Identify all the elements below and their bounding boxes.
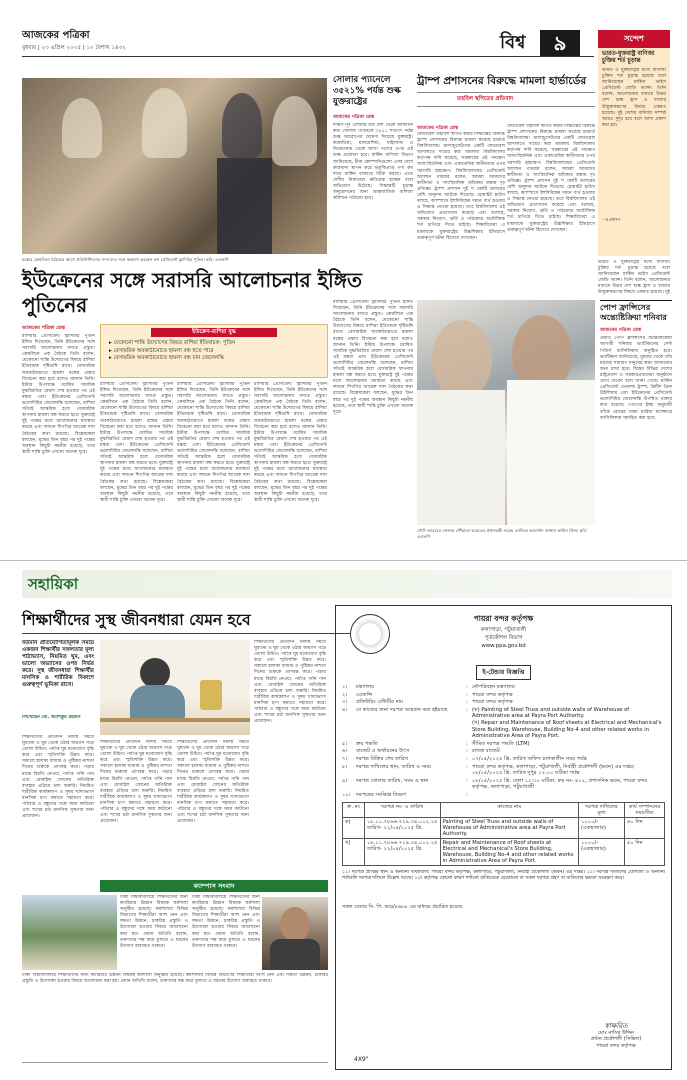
campus-title: ক্যাম্পাস সংবাদ xyxy=(100,880,328,892)
tender-field-value: ০৭/০৫/২০২৫ খ্রি. তারিখ অফিস চলাকালীন সময় পর্যন্ত xyxy=(472,755,587,762)
sohayika-body-col3: শিক্ষার্থীদের প্রতিদিন নির্দিষ্ট সময়ে ঘুমানো ও ঘুম থেকে ওঠার অভ্যাস গড়ে তোলা উচিত। পর্যাপ্ত ঘুম মনোযোগ বৃদ্ধি করে এবং স্মৃতিশক্তি উন্নত করে। সকালে হালকা ব্যায়াম ও পুষ্টিকর নাশতা দিনের শুরুকে প্রাণবন্ত করে। পড়ার মাঝে বিরতি নেওয়া, পর্যাপ্ত পানি পান এবং মোবাইল ফোনের অতিরিক্ত ব্যবহার এড়িয়ে চলা জরুরি। নিয়মিত শারীরিক কার্যকলাপ ও সুষম খাদ্যাভ্যাস মানসিক চাপ কমাতে সহায়তা করে। পরিবার ও বন্ধুদের সঙ্গে সময় কাটানো এবং শখের চর্চা মানসিক সুস্থতার জন্য প্রয়োজন। xyxy=(177,740,249,825)
modi-photo xyxy=(417,300,595,525)
masthead: আজকের পত্রিকা xyxy=(22,30,90,41)
tender-field-key: প্রকিউরিং এন্টিটির নাম xyxy=(356,699,404,706)
tender-field-colon: : xyxy=(466,791,468,798)
signer-title: প্রধান প্রকৌশলী (সিভিল) xyxy=(590,1036,642,1043)
tender-field-row xyxy=(342,684,665,691)
sondesh-continued: ভারত ও যুক্তরাষ্ট্রের মধ্যে বাণিজ্য চুক্তির শর্ত চূড়ান্ত হয়েছে বলে জানিয়েছেন মার্কিন ভাইস প্রেসিডেন্ট জেডি ভ্যান্স। তিনি বলেন, আলোচনার মাধ্যমে উভয় দেশ শুল্ক হ্রাস ও বাজার উন্মুক্তকরণের বিষয়ে একমত হয়েছে। দুই xyxy=(598,260,670,296)
putin-body-col5: রাশিয়ার প্রেসিডেন্ট ভ্লাদিমির পুতিন ইঙ্গিত দিয়েছেন, তিনি ইউক্রেনের সঙ্গে সরাসরি আলোচনায় বসতে প্রস্তুত। ক্রেমলিনে এক বৈঠকে তিনি বলেন, যেকোনো শান্তি উদ্যোগের বিষয়ে রাশিয়া ইতিবাচক দৃষ্টিভঙ্গি রাখে। বেসামরিক অবকাঠামোতে হামলা বন্ধের প্রস্তাব বিবেচনা করা হবে বলেও জানান তিনি। ইস্টার উপলক্ষে ঘোষিত সাময়িক যুদ্ধবিরতির মেয়াদ শেষ হওয়ার পর এই মন্তব্য এল। ইউক্রেনের প্রেসিডেন্ট ভলোদিমির জেলেনস্কি বলেছেন, রাশিয়া সত্যিই আন্তরিক হলে বেসামরিক স্থাপনায় হামলা বন্ধ করতে হবে। যুক্তরাষ্ট্র দুই পক্ষের মধ্যে আলোচনার মধ্যস্থতা করছে এবং লন্ডনে শিগগির আরেক দফা বৈঠকের কথা রয়েছে। বিশ্লেষকেরা বলছেন, যুদ্ধের তিন বছর পর দুই পক্ষের অবস্থান কিছুটা নমনীয় হয়েছে, তবে স্থায়ী শান্তি চুক্তি এখনো অনেক দূরে। xyxy=(333,300,413,415)
tender-field-key: ক্রয় পদ্ধতি xyxy=(356,740,378,747)
tender-field-row xyxy=(342,692,665,699)
tender-field-value: পায়রা বন্দর কর্তৃপক্ষ, কলাপাড়া, পটুয়াখালী, নির্বাহী প্রকৌশলী (ভবন) এর দপ্তর; ০৮/০৫/২০২৫ খ্রি. তারিখ দুপুর ১২:০০ ঘটিকা পর্যন্ত xyxy=(472,763,635,777)
campus-portrait xyxy=(262,897,328,970)
section-title: বিশ্ব xyxy=(500,32,526,53)
harvard-body-col2: ফেডারেল তহবিল স্থগিত করার সিদ্ধান্তের বিরুদ্ধে ট্রাম্প প্রশাসনের বিরুদ্ধে মামলা করেছে হার্ভার্ড বিশ্ববিদ্যালয়। ম্যাসাচুসেটসের একটি ফেডারেল আদালতে দায়ের করা মামলায় বিশ্ববিদ্যালয় কর্তৃপক্ষ দাবি করেছে, সরকারের এই পদক্ষেপ অসাংবিধানিক এবং একাডেমিক স্বাধীনতার ওপর সরাসরি হস্তক্ষেপ। বিশ্ববিদ্যালয়ের প্রেসিডেন্ট অ্যালান গারবার বলেন, আমরা আমাদের স্বাধীনতা ও সাংবিধানিক অধিকার রক্ষায় দৃঢ় প্রতিজ্ঞ। ট্রাম্প প্রশাসন দুই শ কোটি ডলারের বেশি অনুদান আটকে দিয়েছে। হোয়াইট হাউস বলছে, ক্যাম্পাসে ইহুদিবিদ্বেষ দমনে ব্যর্থ হওয়ায় এ সিদ্ধান্ত নেওয়া হয়েছে। তবে বিশ্ববিদ্যালয় এই অভিযোগ প্রত্যাখ্যান করেছে এবং বলেছে, সরকার নিয়োগ, ভর্তি ও পাঠ্যক্রমে অযৌক্তিক শর্ত চাপিয়ে দিতে চাইছে। শিক্ষাবিদেরা এ মামলাকে যুক্তরাষ্ট্রের উচ্চশিক্ষার ইতিহাসে গুরুত্বপূর্ণ ঘটনা হিসেবে দেখছেন। xyxy=(507,124,595,233)
harvard-body-col1: ফেডারেল তহবিল স্থগিত করার সিদ্ধান্তের বিরুদ্ধে ট্রাম্প প্রশাসনের বিরুদ্ধে মামলা করেছে হার্ভার্ড বিশ্ববিদ্যালয়। ম্যাসাচুসেটসের একটি ফেডারেল আদালতে দায়ের করা মামলায় বিশ্ববিদ্যালয় কর্তৃপক্ষ দাবি করেছে, সরকারের এই পদক্ষেপ অসাংবিধানিক এবং একাডেমিক স্বাধীনতার ওপর সরাসরি হস্তক্ষেপ। বিশ্ববিদ্যালয়ের প্রেসিডেন্ট অ্যালান গারবার বলেন, আমরা আমাদের স্বাধীনতা ও সাংবিধানিক অধিকার রক্ষায় দৃঢ় প্রতিজ্ঞ। ট্রাম্প প্রশাসন দুই শ কোটি ডলারের বেশি অনুদান আটকে দিয়েছে। হোয়াইট হাউস বলছে, ক্যাম্পাসে ইহুদিবিদ্বেষ দমনে ব্যর্থ হওয়ায় এ সিদ্ধান্ত নেওয়া হয়েছে। তবে বিশ্ববিদ্যালয় এই অভিযোগ প্রত্যাখ্যান করেছে এবং বলেছে, সরকার নিয়োগ, ভর্তি ও পাঠ্যক্রমে অযৌক্তিক শর্ত চাপিয়ে দিতে চাইছে। শিক্ষাবিদেরা এ মামলাকে যুক্তরাষ্ট্রের উচ্চশিক্ষার ইতিহাসে গুরুত্বপূর্ণ ঘটনা হিসেবে দেখছেন। xyxy=(417,132,505,241)
tender-field-colon: : xyxy=(466,684,468,690)
sondesh-title: সন্দেশ xyxy=(598,30,670,48)
tender-field-row xyxy=(342,778,665,791)
sohayika-title: সহায়িকা xyxy=(28,575,79,593)
tender-footer-notes: ১১। দরপত্র প্রাপ্তির স্থান ও অন্যান্য তথ্যাবলি: পায়রা বন্দর কর্তৃপক্ষ, কলাপাড়া, পটুয়াখালী, নির্বাহী প্রকৌশলী (ভবন) এর দপ্তর। ১২। দরপত্র দাতাদের যোগ্যতা ও অন্যান্য শর্তাবলি দরপত্র দলিলে উল্লেখ আছে। ১৩। কর্তৃপক্ষ কোনো কারণ দর্শানো ব্যতিরেকে যেকোনো বা সকল দরপত্র গ্রহণ বা বাতিলের ক্ষমতা সংরক্ষণ করে। xyxy=(342,869,665,881)
tender-field-value xyxy=(472,792,665,799)
table-row: খ) ১৮.১১.৭৮৬৬.৭২৯.৩৪.০০২.২৫ তারিখ- ২২/০৪/২০২৫ খ্রি. Repair and Maintenance of Roof sheets at Electrical and Mechanical's Store Building, Warehouse, Building No-4 and other related works in Administrative Area of Payra Port. ১০০০/- (একহাজার) ৫০ দিন xyxy=(343,838,665,865)
tender-field-number: ৯। xyxy=(342,777,348,784)
tender-field-number: ২। xyxy=(342,691,348,698)
tender-field-row xyxy=(342,748,665,755)
tender-field-key: মন্ত্রণালয় xyxy=(356,684,375,690)
tender-field-colon: : xyxy=(466,763,468,770)
page-number: ৯ xyxy=(540,30,580,56)
putin-desk: আজকের পত্রিকা ডেস্ক xyxy=(22,326,65,331)
th-sl: ক্র. নং xyxy=(343,802,365,817)
putin-photo-caption: মস্কোর ক্রেমলিনে বৈঠকের আগে প্রতিনিধিদলের সদস্যদের সঙ্গে করমর্দন করছেন রুশ প্রেসিডেন্ট ভ্লাদিমির পুতিন। ছবি: এএফপি xyxy=(22,257,229,262)
tender-field-value: নৌপরিবহন মন্ত্রণালয় xyxy=(472,684,515,690)
putin-headline: ইউক্রেনের সঙ্গে সরাসরি আলোচনার ইঙ্গিত পুতিনের xyxy=(22,268,363,317)
putin-box-title: ইউক্রেন-রাশিয়া যুদ্ধ xyxy=(151,328,277,337)
tender-field-value: ০৮/০৫/২০২৫ খ্রি. বেলা ১২:৩০ ঘটিকা, রুম নং- ৪১২, প্রশাসনিক ভবন, পায়রা বন্দর কর্তৃপক্ষ, কলাপাড়া, পটুয়াখালী xyxy=(472,777,648,791)
tender-field-key: যে কাজের জন্য দরপত্র আহবান করা হইয়াছে xyxy=(356,706,448,713)
sohayika-author: লিখেছেন মো. আশিকুর রহমান xyxy=(22,715,81,720)
tender-org: পায়রা বন্দর কর্তৃপক্ষ xyxy=(473,614,534,623)
solar-story xyxy=(333,75,413,273)
signer-org: পায়রা বন্দর কর্তৃপক্ষ xyxy=(596,1042,636,1049)
sondesh-credit: - এএফপি xyxy=(602,218,620,223)
putin-box-list xyxy=(101,340,327,363)
tender-field-row xyxy=(342,756,665,763)
putin-photo xyxy=(22,78,327,254)
campus-photo xyxy=(22,895,117,970)
th-no: দরপত্র নং- ও তারিখ xyxy=(365,802,441,817)
signer-name: মোঃ নাসির উদ্দিন xyxy=(597,1029,635,1036)
tender-field-number: ৩। xyxy=(342,699,348,706)
putin-box-item: ▸ যেকোনো শান্তি উদ্যোগের বিষয়ে রাশিয়া ইতিবাচক: পুতিন xyxy=(109,340,236,346)
campus-body-full: ঢাকা বিশ্ববিদ্যালয়ে শিক্ষার্থীদের জন্য ক্যারিয়ার উন্নয়ন বিষয়ক কর্মশালা অনুষ্ঠিত হয়েছে। কর্মশালায় বিভিন্ন বিভাগের শিক্ষার্থীরা অংশ নেন এবং দক্ষতা উন্নয়ন, চাকরির প্রস্তুতি ও উদ্যোক্তা হওয়ার বিষয়ে আলোচনা করা হয়। প্রধান অতিথি বলেন, তরুণদের দক্ষ করে তুলতে এ ধরনের উদ্যোগ অব্যাহত থাকবে। xyxy=(22,973,328,985)
tender-field-key: দরপত্র দাখিলের স্থান, তারিখ ও সময় xyxy=(356,763,432,770)
tender-field-row xyxy=(342,741,665,748)
tender-field-number: ১। xyxy=(342,684,348,690)
th-price: দরপত্র দাখিলের মূল্য xyxy=(579,802,625,817)
th-time: কার্য সম্পাদনের সময়সীমা xyxy=(625,802,665,817)
putin-info-box xyxy=(100,324,328,378)
solar-desk: আজকের পত্রিকা ডেস্ক xyxy=(333,115,375,120)
ppa-seal-icon xyxy=(350,614,390,654)
ad-size: 4X9" xyxy=(354,1056,369,1063)
tender-table-header xyxy=(343,802,665,817)
pope-story xyxy=(600,300,672,546)
putin-body-col1: রাশিয়ার প্রেসিডেন্ট ভ্লাদিমির পুতিন ইঙ্গিত দিয়েছেন, তিনি ইউক্রেনের সঙ্গে সরাসরি আলোচনায় বসতে প্রস্তুত। ক্রেমলিনে এক বৈঠকে তিনি বলেন, যেকোনো শান্তি উদ্যোগের বিষয়ে রাশিয়া ইতিবাচক দৃষ্টিভঙ্গি রাখে। বেসামরিক অবকাঠামোতে হামলা বন্ধের প্রস্তাব বিবেচনা করা হবে বলেও জানান তিনি। ইস্টার উপলক্ষে ঘোষিত সাময়িক যুদ্ধবিরতির মেয়াদ শেষ হওয়ার পর এই মন্তব্য এল। ইউক্রেনের প্রেসিডেন্ট ভলোদিমির জেলেনস্কি বলেছেন, রাশিয়া সত্যিই আন্তরিক হলে বেসামরিক স্থাপনায় হামলা বন্ধ করতে হবে। যুক্তরাষ্ট্র দুই পক্ষের মধ্যে আলোচনার মধ্যস্থতা করছে এবং লন্ডনে শিগগির আরেক দফা বৈঠকের কথা রয়েছে। বিশ্লেষকেরা বলছেন, যুদ্ধের তিন বছর পর দুই পক্ষের অবস্থান কিছুটা নমনীয় হয়েছে, তবে স্থায়ী শান্তি চুক্তি এখনো অনেক দূরে। xyxy=(22,334,95,455)
pope-headline: পোপ ফ্রান্সিসের অন্ত্যেষ্টিক্রিয়া শনিবার xyxy=(600,303,667,323)
tender-field-colon: : xyxy=(466,777,468,784)
putin-box-item: ▸ বেসামরিক অবকাঠামোতে হামলা বন্ধ চান জেলেনস্কি xyxy=(109,355,224,361)
pope-body: প্রয়াত পোপ ফ্রান্সিসের অন্ত্যেষ্টিক্রিয়া আগামী শনিবার ভ্যাটিকানের সেন্ট পিটার্স ব্যাসিলিকায় অনুষ্ঠিত হবে। ভ্যাটিকান জানিয়েছে, বুধবার থেকে তাঁর মরদেহ সাধারণ মানুষের শ্রদ্ধা জানানোর জন্য রাখা হবে। বিশ্বের বিভিন্ন দেশের রাষ্ট্রপ্রধান ও সরকারপ্রধানেরা অনুষ্ঠানে যোগ দেবেন বলে জানা গেছে। মার্কিন প্রেসিডেন্ট ডোনাল্ড ট্রাম্প, ব্রিটিশ প্রিন্স উইলিয়াম এবং ইউক্রেনের প্রেসিডেন্ট ভলোদিমির জেলেনস্কি উপস্থিত থাকার কথা রয়েছে। পোপের ইচ্ছা অনুযায়ী তাঁকে রোমের সান্তা মারিয়া মাজ্জোরে ব্যাসিলিকায় সমাহিত করা হবে। xyxy=(600,336,672,421)
tender-field-key: এজেন্সি xyxy=(356,691,373,698)
harvard-headline: ট্রাম্প প্রশাসনের বিরুদ্ধে মামলা হার্ভার্ডের xyxy=(417,75,587,87)
tender-signature-block xyxy=(571,1023,661,1049)
sohayika-headline: শিক্ষার্থীদের সুস্থ জীবনধারা যেমন হবে xyxy=(22,611,251,629)
sondesh-box xyxy=(598,30,670,256)
sohayika-body-col1: শিক্ষার্থীদের প্রতিদিন নির্দিষ্ট সময়ে ঘুমানো ও ঘুম থেকে ওঠার অভ্যাস গড়ে তোলা উচিত। পর্যাপ্ত ঘুম মনোযোগ বৃদ্ধি করে এবং স্মৃতিশক্তি উন্নত করে। সকালে হালকা ব্যায়াম ও পুষ্টিকর নাশতা দিনের শুরুকে প্রাণবন্ত করে। পড়ার মাঝে বিরতি নেওয়া, পর্যাপ্ত পানি পান এবং মোবাইল ফোনের অতিরিক্ত ব্যবহার এড়িয়ে চলা জরুরি। নিয়মিত শারীরিক কার্যকলাপ ও সুষম খাদ্যাভ্যাস মানসিক চাপ কমাতে সহায়তা করে। পরিবার ও বন্ধুদের সঙ্গে সময় কাটানো এবং শখের চর্চা মানসিক সুস্থতার জন্য প্রয়োজন। xyxy=(22,735,94,820)
tender-field-number: ৪। xyxy=(342,706,348,713)
tender-field-number: ৫। xyxy=(342,740,348,747)
tender-field-row xyxy=(342,707,665,740)
tender-field-colon: : xyxy=(466,691,468,698)
page-header xyxy=(0,0,687,70)
sohayika-band xyxy=(22,570,672,598)
tender-field-value: পায়রা বন্দর কর্তৃপক্ষ xyxy=(472,691,513,698)
tender-field-value: রাজস্ব বাজেট xyxy=(472,748,500,755)
tender-field-colon: : xyxy=(466,755,468,762)
tender-dept: পূর্তকৌশল বিভাগ xyxy=(484,635,523,641)
putin-box-item: ▸ বেসামরিক অবকাঠামোতে হামলা বন্ধ হতে পারে xyxy=(109,347,214,354)
tender-field-colon: : xyxy=(466,748,468,755)
tender-notice xyxy=(335,605,672,1070)
signature: স্বাক্ষরিত xyxy=(604,1022,628,1031)
tender-website: www.ppa.gov.bd xyxy=(481,643,526,649)
sohayika-body-col2: শিক্ষার্থীদের প্রতিদিন নির্দিষ্ট সময়ে ঘুমানো ও ঘুম থেকে ওঠার অভ্যাস গড়ে তোলা উচিত। পর্যাপ্ত ঘুম মনোযোগ বৃদ্ধি করে এবং স্মৃতিশক্তি উন্নত করে। সকালে হালকা ব্যায়াম ও পুষ্টিকর নাশতা দিনের শুরুকে প্রাণবন্ত করে। পড়ার মাঝে বিরতি নেওয়া, পর্যাপ্ত পানি পান এবং মোবাইল ফোনের অতিরিক্ত ব্যবহার এড়িয়ে চলা জরুরি। নিয়মিত শারীরিক কার্যকলাপ ও সুষম খাদ্যাভ্যাস মানসিক চাপ কমাতে সহায়তা করে। পরিবার ও বন্ধুদের সঙ্গে সময় কাটানো এবং শখের চর্চা মানসিক সুস্থতার জন্য প্রয়োজন। xyxy=(100,740,172,825)
tender-field-value: সীমিত দরপত্র পদ্ধতি (LTM) xyxy=(472,740,530,747)
tender-field-key: দরপত্র বিক্রির শেষ তারিখ xyxy=(356,755,409,762)
sohayika-intro: বর্তমান প্রতিযোগিতামূলক সময়ে একজন শিক্ষার্থীর সফলতার মূল্য পাঠাভ্যাস, নিয়মিত ঘুম, এবং ভালো অভ্যাসের ওপর নির্ভর করে। সুস্থ জীবনধারা শিক্ষার্থীর মানসিক ও শারীরিক বিকাশে গুরুত্বপূর্ণ ভূমিকা রাখে। xyxy=(22,640,94,688)
sondesh-body: ভারত ও যুক্তরাষ্ট্রের মধ্যে বাণিজ্য চুক্তির শর্ত চূড়ান্ত হয়েছে বলে জানিয়েছেন মার্কিন ভাইস প্রেসিডেন্ট জেডি ভ্যান্স। তিনি বলেন, আলোচনার মাধ্যমে উভয় দেশ শুল্ক হ্রাস ও বাজার উন্মুক্তকরণের বিষয়ে একমত হয়েছে। দুই দেশের বাণিজ্য সম্পর্ক আরও সুদৃঢ় হবে বলে আশা প্রকাশ করা হয়। xyxy=(602,68,666,128)
harvard-kicker: তহবিল স্থগিতের প্রতিবাদ xyxy=(457,96,514,102)
harvard-story xyxy=(417,75,595,107)
table-row: ক) ১৮.১১.৭৮৬৬.৭২৯.৩৪.০০২.২৫ তারিখ- ২২/০৪/২০২৫ খ্রি. Painting of Steel Truss and outside walls of Warehouse of Administrative area at Payra Port Authority. ১০০০/- (একহাজার) ৬০ দিন xyxy=(343,817,665,838)
sohayika-body-col4: শিক্ষার্থীদের প্রতিদিন নির্দিষ্ট সময়ে ঘুমানো ও ঘুম থেকে ওঠার অভ্যাস গড়ে তোলা উচিত। পর্যাপ্ত ঘুম মনোযোগ বৃদ্ধি করে এবং স্মৃতিশক্তি উন্নত করে। সকালে হালকা ব্যায়াম ও পুষ্টিকর নাশতা দিনের শুরুকে প্রাণবন্ত করে। পড়ার মাঝে বিরতি নেওয়া, পর্যাপ্ত পানি পান এবং মোবাইল ফোনের অতিরিক্ত ব্যবহার এড়িয়ে চলা জরুরি। নিয়মিত শারীরিক কার্যকলাপ ও সুষম খাদ্যাভ্যাস মানসিক চাপ কমাতে সহায়তা করে। পরিবার ও বন্ধুদের সঙ্গে সময় কাটানো এবং শখের চর্চা মানসিক সুস্থতার জন্য প্রয়োজন। xyxy=(254,640,326,725)
tender-field-key: দরপত্র খোলার তারিখ, সময় ও স্থান xyxy=(356,777,429,784)
tender-field-key: দরপত্রের সংক্ষিপ্ত বিবরণ xyxy=(356,791,407,798)
tender-field-row xyxy=(342,792,665,799)
tender-place: কলাপাড়া, পটুয়াখালী xyxy=(480,627,527,633)
tender-field-number: ৮। xyxy=(342,763,348,770)
tender-field-colon: : xyxy=(466,699,468,706)
tender-field-row xyxy=(342,764,665,777)
campus-body-col2: ঢাকা বিশ্ববিদ্যালয়ে শিক্ষার্থীদের জন্য ক্যারিয়ার উন্নয়ন বিষয়ক কর্মশালা অনুষ্ঠিত হয়েছে। কর্মশালায় বিভিন্ন বিভাগের শিক্ষার্থীরা অংশ নেন এবং দক্ষতা উন্নয়ন, চাকরির প্রস্তুতি ও উদ্যোক্তা হওয়ার বিষয়ে আলোচনা করা হয়। প্রধান অতিথি বলেন, তরুণদের দক্ষ করে তুলতে এ ধরনের উদ্যোগ অব্যাহত থাকবে। xyxy=(192,895,260,949)
tender-field-value: পায়রা বন্দর কর্তৃপক্ষ xyxy=(472,699,513,706)
tender-field-value: (ক) Painting of Steel Truss and outside walls of Warehouse of Administrative area at Payra Port Authority. (খ) Repair and Maintenance of Roof sheets at Electrical and Mechanical's Store Building, Warehouse, Building No-4 and other related works in Administrative Area of Payra Port. xyxy=(472,706,662,740)
tender-ref: সকল বেতার সি. পি. আর/৪৬৮৮ এর মাধ্যমে প্রচারিত হয়েছে xyxy=(342,903,463,910)
tender-notice-title: ই-টেন্ডার বিজ্ঞপ্তি xyxy=(476,665,532,680)
tender-table xyxy=(342,802,665,866)
tender-field-colon: : xyxy=(466,740,468,747)
tender-field-number: ৭। xyxy=(342,755,348,762)
tender-field-key: বাজেট ও অর্থায়নের উৎস xyxy=(356,748,410,755)
pope-desk: আজকের পত্রিকা ডেস্ক xyxy=(600,328,642,334)
study-illustration xyxy=(100,640,250,735)
putin-body-col3: রাশিয়ার প্রেসিডেন্ট ভ্লাদিমির পুতিন ইঙ্গিত দিয়েছেন, তিনি ইউক্রেনের সঙ্গে সরাসরি আলোচনায় বসতে প্রস্তুত। ক্রেমলিনে এক বৈঠকে তিনি বলেন, যেকোনো শান্তি উদ্যোগের বিষয়ে রাশিয়া ইতিবাচক দৃষ্টিভঙ্গি রাখে। বেসামরিক অবকাঠামোতে হামলা বন্ধের প্রস্তাব বিবেচনা করা হবে বলেও জানান তিনি। ইস্টার উপলক্ষে ঘোষিত সাময়িক যুদ্ধবিরতির মেয়াদ শেষ হওয়ার পর এই মন্তব্য এল। ইউক্রেনের প্রেসিডেন্ট ভলোদিমির জেলেনস্কি বলেছেন, রাশিয়া সত্যিই আন্তরিক হলে বেসামরিক স্থাপনায় হামলা বন্ধ করতে হবে। যুক্তরাষ্ট্র দুই পক্ষের মধ্যে আলোচনার মধ্যস্থতা করছে এবং লন্ডনে শিগগির আরেক দফা বৈঠকের কথা রয়েছে। বিশ্লেষকেরা বলছেন, যুদ্ধের তিন বছর পর দুই পক্ষের অবস্থান কিছুটা নমনীয় হয়েছে, তবে স্থায়ী শান্তি চুক্তি এখনো অনেক দূরে। xyxy=(177,382,250,503)
tender-field-number: ১০। xyxy=(342,791,351,798)
solar-body: দক্ষিণ-পূর্ব এশিয়ার চার দেশ থেকে আমদানি করা সোলার প্যানেলে ৩৫২১ শতাংশ পর্যন্ত শুল্ক আরোপের ঘোষণা দিয়েছে যুক্তরাষ্ট্র। কম্বোডিয়া, মালয়েশিয়া, থাইল্যান্ড ও ভিয়েতনাম থেকে আসা পণ্যের ওপর এই শুল্ক প্রযোজ্য হবে। মার্কিন বাণিজ্য বিভাগ জানিয়েছে, চীনা কোম্পানিগুলো এসব দেশে কারখানা স্থাপন করে ভর্তুকিপ্রাপ্ত পণ্য কম দামে মার্কিন বাজারে বিক্রি করছে। এতে দেশীয় নির্মাতারা ক্ষতিগ্রস্ত হচ্ছেন বলে অভিযোগ উঠেছে। সিদ্ধান্তটি চূড়ান্ত অনুমোদনের জন্য আন্তর্জাতিক বাণিজ্য কমিশনে পাঠানো হবে। xyxy=(333,123,413,202)
putin-body-col4: রাশিয়ার প্রেসিডেন্ট ভ্লাদিমির পুতিন ইঙ্গিত দিয়েছেন, তিনি ইউক্রেনের সঙ্গে সরাসরি আলোচনায় বসতে প্রস্তুত। ক্রেমলিনে এক বৈঠকে তিনি বলেন, যেকোনো শান্তি উদ্যোগের বিষয়ে রাশিয়া ইতিবাচক দৃষ্টিভঙ্গি রাখে। বেসামরিক অবকাঠামোতে হামলা বন্ধের প্রস্তাব বিবেচনা করা হবে বলেও জানান তিনি। ইস্টার উপলক্ষে ঘোষিত সাময়িক যুদ্ধবিরতির মেয়াদ শেষ হওয়ার পর এই মন্তব্য এল। ইউক্রেনের প্রেসিডেন্ট ভলোদিমির জেলেনস্কি বলেছেন, রাশিয়া সত্যিই আন্তরিক হলে বেসামরিক স্থাপনায় হামলা বন্ধ করতে হবে। যুক্তরাষ্ট্র দুই পক্ষের মধ্যে আলোচনার মধ্যস্থতা করছে এবং লন্ডনে শিগগির আরেক দফা বৈঠকের কথা রয়েছে। বিশ্লেষকেরা বলছেন, যুদ্ধের তিন বছর পর দুই পক্ষের অবস্থান কিছুটা নমনীয় হয়েছে, তবে স্থায়ী শান্তি চুক্তি এখনো অনেক দূরে। xyxy=(254,382,327,503)
th-work: কাজের নাম xyxy=(440,802,578,817)
tender-fields xyxy=(342,684,665,799)
solar-headline: সোলার প্যানেলে ৩৫২১% পর্যন্ত শুল্ক যুক্তরাষ্ট্রের xyxy=(333,75,401,107)
tender-field-row xyxy=(342,699,665,706)
campus-body-col1: ঢাকা বিশ্ববিদ্যালয়ে শিক্ষার্থীদের জন্য ক্যারিয়ার উন্নয়ন বিষয়ক কর্মশালা অনুষ্ঠিত হয়েছে। কর্মশালায় বিভিন্ন বিভাগের শিক্ষার্থীরা অংশ নেন এবং দক্ষতা উন্নয়ন, চাকরির প্রস্তুতি ও উদ্যোক্তা হওয়ার বিষয়ে আলোচনা করা হয়। প্রধান অতিথি বলেন, তরুণদের দক্ষ করে তুলতে এ ধরনের উদ্যোগ অব্যাহত থাকবে। xyxy=(120,895,188,949)
sondesh-headline: ভারত-যুক্তরাষ্ট্র বাণিজ্য চুক্তির শর্ত চূড়ান্ত xyxy=(602,51,655,64)
tender-field-number: ৬। xyxy=(342,748,348,755)
harvard-desk: আজকের পত্রিকা ডেস্ক xyxy=(417,126,459,131)
tender-field-colon: : xyxy=(466,706,468,713)
putin-body-col2: রাশিয়ার প্রেসিডেন্ট ভ্লাদিমির পুতিন ইঙ্গিত দিয়েছেন, তিনি ইউক্রেনের সঙ্গে সরাসরি আলোচনায় বসতে প্রস্তুত। ক্রেমলিনে এক বৈঠকে তিনি বলেন, যেকোনো শান্তি উদ্যোগের বিষয়ে রাশিয়া ইতিবাচক দৃষ্টিভঙ্গি রাখে। বেসামরিক অবকাঠামোতে হামলা বন্ধের প্রস্তাব বিবেচনা করা হবে বলেও জানান তিনি। ইস্টার উপলক্ষে ঘোষিত সাময়িক যুদ্ধবিরতির মেয়াদ শেষ হওয়ার পর এই মন্তব্য এল। ইউক্রেনের প্রেসিডেন্ট ভলোদিমির জেলেনস্কি বলেছেন, রাশিয়া সত্যিই আন্তরিক হলে বেসামরিক স্থাপনায় হামলা বন্ধ করতে হবে। যুক্তরাষ্ট্র দুই পক্ষের মধ্যে আলোচনার মধ্যস্থতা করছে এবং লন্ডনে শিগগির আরেক দফা বৈঠকের কথা রয়েছে। বিশ্লেষকেরা বলছেন, যুদ্ধের তিন বছর পর দুই পক্ষের অবস্থান কিছুটা নমনীয় হয়েছে, তবে স্থায়ী শান্তি চুক্তি এখনো অনেক দূরে। xyxy=(100,382,173,503)
modi-photo-caption: সৌদি আরবের জেদ্দায় পৌঁছালে ভারতের প্রধানমন্ত্রী নরেন্দ্র মোদিকে অভ্যর্থনা জানান ক্রাউন প্রিন্স। ছবি: এএফপি xyxy=(417,528,588,539)
dateline: বুধবার | ২৩ এপ্রিল ২০২৫ | ১০ বৈশাখ ১৪৩২ xyxy=(22,45,126,51)
